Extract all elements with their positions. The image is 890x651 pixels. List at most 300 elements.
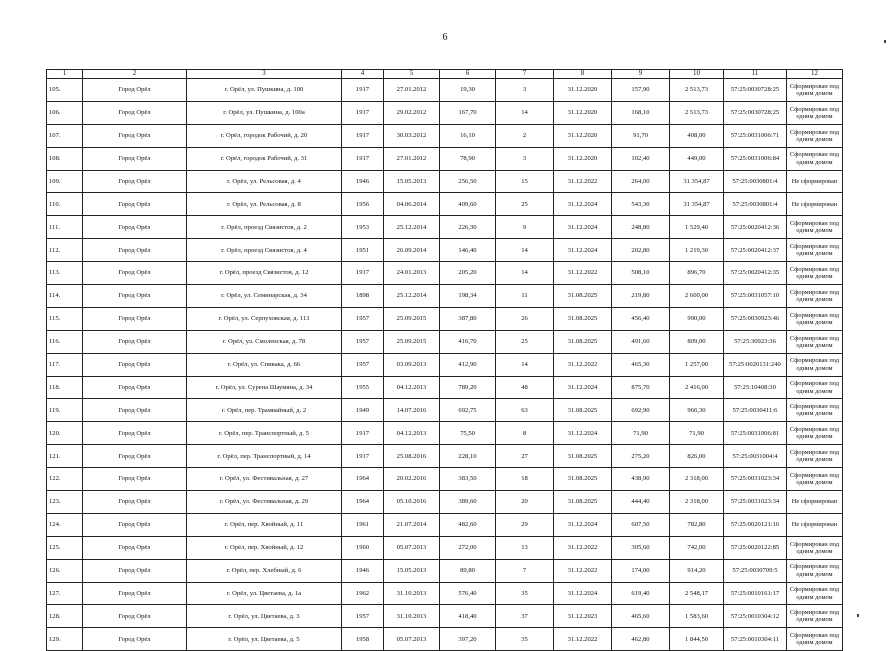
- resettlement-deadline-cell: 31.12.2022: [554, 536, 612, 559]
- recognition-date-cell: 05.07.2013: [384, 628, 440, 651]
- residents-count-cell: 29: [496, 513, 554, 536]
- new-area-cell: 465,30: [612, 353, 670, 376]
- table-row: [47, 147, 843, 170]
- row-number-cell: 105.: [47, 79, 83, 102]
- cadastral-number-cell: 57:25:0020412:37: [724, 239, 787, 262]
- municipality-cell: Город Орёл: [83, 285, 187, 308]
- construction-year-cell: 1917: [342, 79, 384, 102]
- land-area-cell: 2 600,00: [670, 285, 724, 308]
- land-status-cell: Сформирован под одним домом: [787, 262, 843, 285]
- construction-year-cell: 1917: [342, 147, 384, 170]
- residents-count-cell: 26: [496, 307, 554, 330]
- municipality-cell: Город Орёл: [83, 513, 187, 536]
- area-cell: 692,75: [440, 399, 496, 422]
- cadastral-number-cell: 57:25:0030728:25: [724, 79, 787, 102]
- recognition-date-cell: 26.09.2014: [384, 239, 440, 262]
- recognition-date-cell: 31.10.2013: [384, 605, 440, 628]
- table-row: [47, 422, 843, 445]
- resettlement-deadline-cell: 31.08.2025: [554, 491, 612, 514]
- construction-year-cell: 1964: [342, 491, 384, 514]
- municipality-cell: Город Орёл: [83, 239, 187, 262]
- row-number-cell: 115.: [47, 307, 83, 330]
- municipality-cell: Город Орёл: [83, 582, 187, 605]
- resettlement-deadline-cell: 31.08.2025: [554, 330, 612, 353]
- address-cell: г. Орёл, проезд Связистов, д. 12: [187, 262, 342, 285]
- area-cell: 409,60: [440, 193, 496, 216]
- table-body: [47, 79, 843, 651]
- land-area-cell: 742,00: [670, 536, 724, 559]
- cadastral-number-cell: 57:25:0010304:12: [724, 605, 787, 628]
- area-cell: 412,90: [440, 353, 496, 376]
- new-area-cell: 248,80: [612, 216, 670, 239]
- land-area-cell: 2 513,73: [670, 101, 724, 124]
- area-cell: 16,10: [440, 124, 496, 147]
- construction-year-cell: 1917: [342, 101, 384, 124]
- land-area-cell: 914,20: [670, 559, 724, 582]
- municipality-cell: Город Орёл: [83, 193, 187, 216]
- municipality-cell: Город Орёл: [83, 216, 187, 239]
- cadastral-number-cell: 57:25:0031057:10: [724, 285, 787, 308]
- new-area-cell: 102,40: [612, 147, 670, 170]
- table-row: [47, 79, 843, 102]
- land-status-cell: Не сформирован: [787, 513, 843, 536]
- address-cell: г. Орёл, ул. Пушкина, д. 100: [187, 79, 342, 102]
- resettlement-deadline-cell: 31.12.2024: [554, 422, 612, 445]
- land-status-cell: Сформирован под одним домом: [787, 376, 843, 399]
- row-number-cell: 116.: [47, 330, 83, 353]
- table-row: [47, 445, 843, 468]
- cadastral-number-cell: 57:25:0020121:16: [724, 513, 787, 536]
- recognition-date-cell: 03.09.2013: [384, 353, 440, 376]
- resettlement-deadline-cell: 31.12.2024: [554, 513, 612, 536]
- residents-count-cell: 2: [496, 124, 554, 147]
- construction-year-cell: 1960: [342, 536, 384, 559]
- land-status-cell: Сформирован под одним домом: [787, 101, 843, 124]
- new-area-cell: 275,20: [612, 445, 670, 468]
- cadastral-number-cell: 57:25:0031006:71: [724, 124, 787, 147]
- column-header: 11: [724, 70, 787, 79]
- area-cell: 387,80: [440, 307, 496, 330]
- new-area-cell: 444,40: [612, 491, 670, 514]
- land-area-cell: 782,80: [670, 513, 724, 536]
- new-area-cell: 465,60: [612, 605, 670, 628]
- table-row: [47, 559, 843, 582]
- residents-count-cell: 35: [496, 582, 554, 605]
- table-header: [47, 70, 843, 79]
- land-area-cell: 1 583,60: [670, 605, 724, 628]
- address-cell: г. Орёл, ул. Рельсовая, д. 8: [187, 193, 342, 216]
- recognition-date-cell: 25.08.2016: [384, 445, 440, 468]
- resettlement-deadline-cell: 31.12.2024: [554, 216, 612, 239]
- column-header: 2: [83, 70, 187, 79]
- residents-count-cell: 20: [496, 491, 554, 514]
- cadastral-number-cell: 57:25:0030801:4: [724, 170, 787, 193]
- resettlement-deadline-cell: 31.12.2022: [554, 170, 612, 193]
- cadastral-number-cell: 57:25:0031023:34: [724, 491, 787, 514]
- municipality-cell: Город Орёл: [83, 124, 187, 147]
- resettlement-deadline-cell: 31.08.2025: [554, 307, 612, 330]
- cadastral-number-cell: 57:25:10408:30: [724, 376, 787, 399]
- row-number-cell: 109.: [47, 170, 83, 193]
- resettlement-deadline-cell: 31.12.2024: [554, 239, 612, 262]
- construction-year-cell: 1957: [342, 330, 384, 353]
- area-cell: 576,40: [440, 582, 496, 605]
- cadastral-number-cell: 57:25:0030728:25: [724, 101, 787, 124]
- column-header: 4: [342, 70, 384, 79]
- residents-count-cell: 35: [496, 628, 554, 651]
- column-header: 10: [670, 70, 724, 79]
- resettlement-deadline-cell: 31.12.2022: [554, 353, 612, 376]
- land-area-cell: 31 354,87: [670, 170, 724, 193]
- land-area-cell: 2 548,17: [670, 582, 724, 605]
- address-cell: г. Орёл, ул. Пушкина, д. 100а: [187, 101, 342, 124]
- municipality-cell: Город Орёл: [83, 147, 187, 170]
- land-status-cell: Сформирован под одним домом: [787, 399, 843, 422]
- address-cell: г. Орёл, пер. Трамвайный, д. 2: [187, 399, 342, 422]
- municipality-cell: Город Орёл: [83, 468, 187, 491]
- column-header: 6: [440, 70, 496, 79]
- row-number-cell: 124.: [47, 513, 83, 536]
- resettlement-deadline-cell: 31.12.2024: [554, 582, 612, 605]
- new-area-cell: 875,70: [612, 376, 670, 399]
- resettlement-deadline-cell: 31.12.2020: [554, 124, 612, 147]
- column-header: 5: [384, 70, 440, 79]
- recognition-date-cell: 20.02.2016: [384, 468, 440, 491]
- address-cell: г. Орёл, ул. Серпуховская, д. 113: [187, 307, 342, 330]
- new-area-cell: 71,90: [612, 422, 670, 445]
- resettlement-deadline-cell: 31.08.2025: [554, 468, 612, 491]
- recognition-date-cell: 05.07.2013: [384, 536, 440, 559]
- table-row: [47, 170, 843, 193]
- area-cell: 397,20: [440, 628, 496, 651]
- row-number-cell: 112.: [47, 239, 83, 262]
- table-row: [47, 491, 843, 514]
- residents-count-cell: 15: [496, 170, 554, 193]
- municipality-cell: Город Орёл: [83, 491, 187, 514]
- land-area-cell: 1 844,50: [670, 628, 724, 651]
- area-cell: 389,60: [440, 491, 496, 514]
- residents-count-cell: 7: [496, 559, 554, 582]
- address-cell: г. Орёл, пер. Транспортный, д. 14: [187, 445, 342, 468]
- construction-year-cell: 1956: [342, 193, 384, 216]
- table-row: [47, 605, 843, 628]
- construction-year-cell: 1953: [342, 216, 384, 239]
- construction-year-cell: 1917: [342, 124, 384, 147]
- land-area-cell: 31 354,87: [670, 193, 724, 216]
- new-area-cell: 508,10: [612, 262, 670, 285]
- recognition-date-cell: 25.12.2014: [384, 285, 440, 308]
- municipality-cell: Город Орёл: [83, 262, 187, 285]
- address-cell: г. Орёл, ул. Фестивальная, д. 29: [187, 491, 342, 514]
- row-number-cell: 106.: [47, 101, 83, 124]
- address-cell: г. Орёл, городок Рабочий, д. 20: [187, 124, 342, 147]
- construction-year-cell: 1964: [342, 468, 384, 491]
- column-header: 9: [612, 70, 670, 79]
- row-number-cell: 110.: [47, 193, 83, 216]
- table-row: [47, 353, 843, 376]
- resettlement-deadline-cell: 31.08.2025: [554, 285, 612, 308]
- recognition-date-cell: 21.07.2014: [384, 513, 440, 536]
- land-area-cell: 896,70: [670, 262, 724, 285]
- table-row: [47, 330, 843, 353]
- area-cell: 226,30: [440, 216, 496, 239]
- cadastral-number-cell: 57:25:0020131:240: [724, 353, 787, 376]
- address-cell: г. Орёл, ул. Цветаева, д. 1а: [187, 582, 342, 605]
- municipality-cell: Город Орёл: [83, 330, 187, 353]
- construction-year-cell: 1958: [342, 628, 384, 651]
- new-area-cell: 619,40: [612, 582, 670, 605]
- address-cell: г. Орёл, ул. Сурена Шаумяна, д. 34: [187, 376, 342, 399]
- land-area-cell: 2 318,00: [670, 468, 724, 491]
- land-area-cell: 2 416,00: [670, 376, 724, 399]
- construction-year-cell: 1957: [342, 307, 384, 330]
- land-status-cell: Не сформирован: [787, 170, 843, 193]
- residents-count-cell: 8: [496, 422, 554, 445]
- table-row: [47, 239, 843, 262]
- cadastral-number-cell: 57:25:0031006:84: [724, 147, 787, 170]
- row-number-cell: 113.: [47, 262, 83, 285]
- recognition-date-cell: 04.06.2014: [384, 193, 440, 216]
- column-header: 12: [787, 70, 843, 79]
- construction-year-cell: 1955: [342, 376, 384, 399]
- municipality-cell: Город Орёл: [83, 307, 187, 330]
- land-status-cell: Сформирован под одним домом: [787, 216, 843, 239]
- scan-mark: [857, 614, 859, 617]
- new-area-cell: 607,50: [612, 513, 670, 536]
- land-area-cell: 408,00: [670, 124, 724, 147]
- land-status-cell: Сформирован под одним домом: [787, 147, 843, 170]
- cadastral-number-cell: 57:25:0020122:85: [724, 536, 787, 559]
- land-area-cell: 1 219,30: [670, 239, 724, 262]
- table-row: [47, 193, 843, 216]
- new-area-cell: 692,90: [612, 399, 670, 422]
- row-number-cell: 119.: [47, 399, 83, 422]
- area-cell: 228,10: [440, 445, 496, 468]
- area-cell: 256,50: [440, 170, 496, 193]
- resettlement-deadline-cell: 31.12.2023: [554, 605, 612, 628]
- residents-count-cell: 14: [496, 101, 554, 124]
- cadastral-number-cell: 57:25:0031006:81: [724, 422, 787, 445]
- residents-count-cell: 25: [496, 193, 554, 216]
- municipality-cell: Город Орёл: [83, 559, 187, 582]
- address-cell: г. Орёл, пер. Хлебный, д. 6: [187, 559, 342, 582]
- table-row: [47, 124, 843, 147]
- residents-count-cell: 37: [496, 605, 554, 628]
- residents-count-cell: 11: [496, 285, 554, 308]
- land-area-cell: 809,00: [670, 330, 724, 353]
- construction-year-cell: 1957: [342, 353, 384, 376]
- resettlement-deadline-cell: 31.12.2024: [554, 376, 612, 399]
- recognition-date-cell: 24.01.2013: [384, 262, 440, 285]
- land-area-cell: 449,00: [670, 147, 724, 170]
- row-number-cell: 111.: [47, 216, 83, 239]
- land-area-cell: 990,00: [670, 307, 724, 330]
- recognition-date-cell: 27.01.2012: [384, 79, 440, 102]
- row-number-cell: 126.: [47, 559, 83, 582]
- table-row: [47, 216, 843, 239]
- residents-count-cell: 3: [496, 147, 554, 170]
- residents-count-cell: 18: [496, 468, 554, 491]
- recognition-date-cell: 04.12.2013: [384, 422, 440, 445]
- area-cell: 19,30: [440, 79, 496, 102]
- new-area-cell: 219,80: [612, 285, 670, 308]
- residents-count-cell: 13: [496, 536, 554, 559]
- land-area-cell: 2 318,00: [670, 491, 724, 514]
- residents-count-cell: 14: [496, 239, 554, 262]
- recognition-date-cell: 27.01.2012: [384, 147, 440, 170]
- new-area-cell: 174,00: [612, 559, 670, 582]
- table-row: [47, 628, 843, 651]
- recognition-date-cell: 25.09.2015: [384, 307, 440, 330]
- address-cell: г. Орёл, ул. Цветаева, д. 5: [187, 628, 342, 651]
- resettlement-deadline-cell: 31.12.2020: [554, 101, 612, 124]
- land-status-cell: Сформирован под одним домом: [787, 536, 843, 559]
- row-number-cell: 125.: [47, 536, 83, 559]
- table-row: [47, 262, 843, 285]
- resettlement-deadline-cell: 31.12.2020: [554, 147, 612, 170]
- address-cell: г. Орёл, пер. Транспортный, д. 5: [187, 422, 342, 445]
- address-cell: г. Орёл, пер. Хвойный, д. 11: [187, 513, 342, 536]
- new-area-cell: 157,90: [612, 79, 670, 102]
- resettlement-deadline-cell: 31.12.2020: [554, 79, 612, 102]
- construction-year-cell: 1917: [342, 422, 384, 445]
- row-number-cell: 121.: [47, 445, 83, 468]
- residents-count-cell: 25: [496, 330, 554, 353]
- recognition-date-cell: 15.05.2013: [384, 170, 440, 193]
- new-area-cell: 438,90: [612, 468, 670, 491]
- new-area-cell: 462,80: [612, 628, 670, 651]
- resettlement-deadline-cell: 31.08.2025: [554, 445, 612, 468]
- resettlement-deadline-cell: 31.12.2022: [554, 262, 612, 285]
- column-header: 3: [187, 70, 342, 79]
- land-status-cell: Сформирован под одним домом: [787, 628, 843, 651]
- cadastral-number-cell: 57:25:0031023:34: [724, 468, 787, 491]
- row-number-cell: 123.: [47, 491, 83, 514]
- cadastral-number-cell: 57:25:0031004:4: [724, 445, 787, 468]
- residents-count-cell: 9: [496, 216, 554, 239]
- land-status-cell: Сформирован под одним домом: [787, 307, 843, 330]
- cadastral-number-cell: 57:25:0010304:11: [724, 628, 787, 651]
- land-status-cell: Не сформирован: [787, 491, 843, 514]
- municipality-cell: Город Орёл: [83, 399, 187, 422]
- address-cell: г. Орёл, ул. Рельсовая, д. 4: [187, 170, 342, 193]
- row-number-cell: 117.: [47, 353, 83, 376]
- municipality-cell: Город Орёл: [83, 605, 187, 628]
- row-number-cell: 120.: [47, 422, 83, 445]
- column-header: 7: [496, 70, 554, 79]
- municipality-cell: Город Орёл: [83, 353, 187, 376]
- table-row: [47, 468, 843, 491]
- area-cell: 75,50: [440, 422, 496, 445]
- construction-year-cell: 1898: [342, 285, 384, 308]
- recognition-date-cell: 31.10.2013: [384, 582, 440, 605]
- municipality-cell: Город Орёл: [83, 170, 187, 193]
- page-number: 6: [442, 32, 448, 43]
- land-area-cell: 826,00: [670, 445, 724, 468]
- table-row: [47, 582, 843, 605]
- cadastral-number-cell: 57:25:0020412:35: [724, 262, 787, 285]
- recognition-date-cell: 15.05.2013: [384, 559, 440, 582]
- new-area-cell: 168,10: [612, 101, 670, 124]
- area-cell: 78,90: [440, 147, 496, 170]
- new-area-cell: 543,30: [612, 193, 670, 216]
- address-cell: г. Орёл, городок Рабочий, д. 31: [187, 147, 342, 170]
- cadastral-number-cell: 57:25:0020412:36: [724, 216, 787, 239]
- address-cell: г. Орёл, проезд Связистов, д. 2: [187, 216, 342, 239]
- resettlement-deadline-cell: 31.12.2022: [554, 628, 612, 651]
- area-cell: 789,20: [440, 376, 496, 399]
- land-area-cell: 1 257,00: [670, 353, 724, 376]
- area-cell: 167,70: [440, 101, 496, 124]
- land-status-cell: Сформирован под одним домом: [787, 330, 843, 353]
- row-number-cell: 107.: [47, 124, 83, 147]
- residents-count-cell: 14: [496, 353, 554, 376]
- land-status-cell: Сформирован под одним домом: [787, 559, 843, 582]
- municipality-cell: Город Орёл: [83, 445, 187, 468]
- area-cell: 482,60: [440, 513, 496, 536]
- land-area-cell: 71,90: [670, 422, 724, 445]
- cadastral-number-cell: 57:25:0030923:46: [724, 307, 787, 330]
- cadastral-number-cell: 57:25:0030709:5: [724, 559, 787, 582]
- address-cell: г. Орёл, ул. Семинарская, д. 34: [187, 285, 342, 308]
- residents-count-cell: 48: [496, 376, 554, 399]
- new-area-cell: 491,60: [612, 330, 670, 353]
- residents-count-cell: 27: [496, 445, 554, 468]
- resettlement-deadline-cell: 31.08.2025: [554, 399, 612, 422]
- column-number-row: [47, 70, 843, 79]
- land-status-cell: Сформирован под одним домом: [787, 605, 843, 628]
- residents-count-cell: 3: [496, 79, 554, 102]
- recognition-date-cell: 14.07.2016: [384, 399, 440, 422]
- area-cell: 198,34: [440, 285, 496, 308]
- table-row: [47, 101, 843, 124]
- cadastral-number-cell: 57:25:30923:36: [724, 330, 787, 353]
- area-cell: 146,40: [440, 239, 496, 262]
- area-cell: 205,20: [440, 262, 496, 285]
- row-number-cell: 114.: [47, 285, 83, 308]
- row-number-cell: 118.: [47, 376, 83, 399]
- cadastral-number-cell: 57:25:0010161:17: [724, 582, 787, 605]
- construction-year-cell: 1951: [342, 239, 384, 262]
- new-area-cell: 202,80: [612, 239, 670, 262]
- scan-mark: [884, 40, 886, 43]
- land-status-cell: Сформирован под одним домом: [787, 124, 843, 147]
- address-cell: г. Орёл, пер. Хвойный, д. 12: [187, 536, 342, 559]
- table-row: [47, 376, 843, 399]
- table-row: [47, 285, 843, 308]
- area-cell: 89,80: [440, 559, 496, 582]
- land-status-cell: Сформирован под одним домом: [787, 79, 843, 102]
- row-number-cell: 122.: [47, 468, 83, 491]
- recognition-date-cell: 25.09.2015: [384, 330, 440, 353]
- column-header: 8: [554, 70, 612, 79]
- municipality-cell: Город Орёл: [83, 628, 187, 651]
- recognition-date-cell: 05.10.2016: [384, 491, 440, 514]
- row-number-cell: 129.: [47, 628, 83, 651]
- address-cell: г. Орёл, проезд Связистов, д. 4: [187, 239, 342, 262]
- resettlement-deadline-cell: 31.12.2022: [554, 559, 612, 582]
- land-status-cell: Сформирован под одним домом: [787, 468, 843, 491]
- residents-count-cell: 14: [496, 262, 554, 285]
- address-cell: г. Орёл, ул. Спивака, д. 66: [187, 353, 342, 376]
- municipality-cell: Город Орёл: [83, 536, 187, 559]
- municipality-cell: Город Орёл: [83, 376, 187, 399]
- new-area-cell: 305,60: [612, 536, 670, 559]
- construction-year-cell: 1962: [342, 582, 384, 605]
- land-status-cell: Сформирован под одним домом: [787, 353, 843, 376]
- residents-count-cell: 63: [496, 399, 554, 422]
- table-row: [47, 307, 843, 330]
